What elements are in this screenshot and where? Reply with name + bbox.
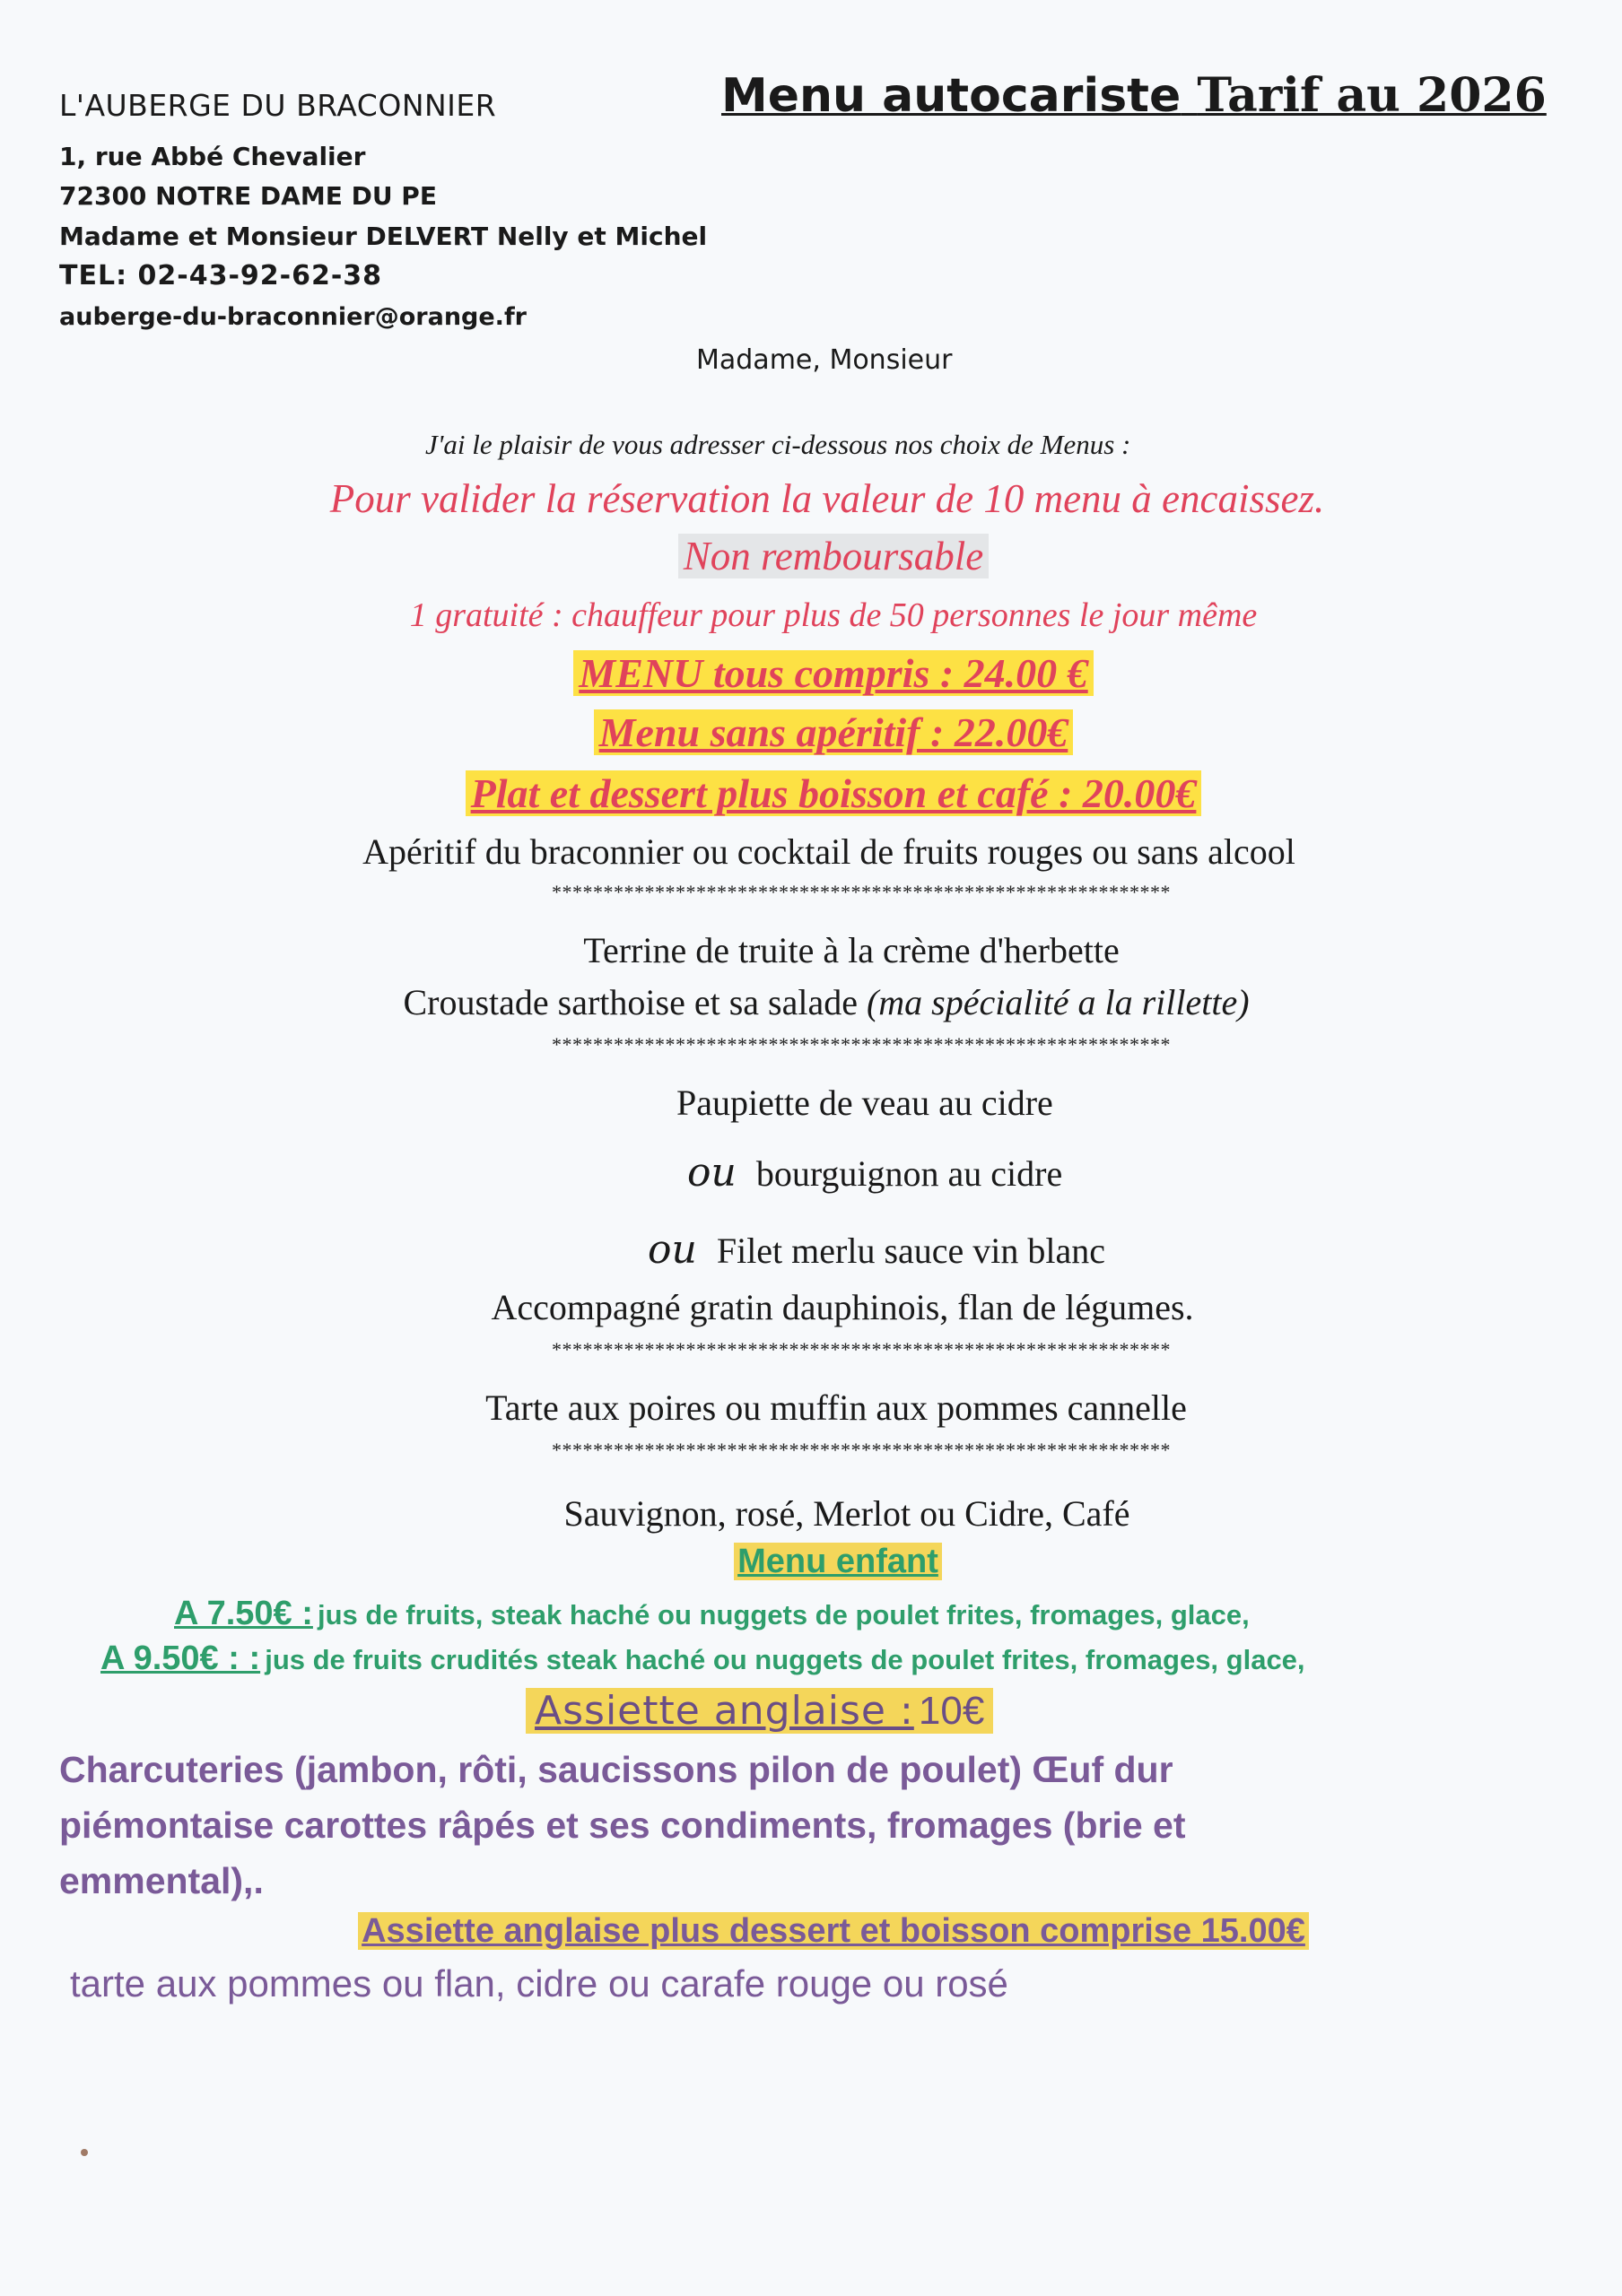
side-dishes: Accompagné gratin dauphinois, flan de légumes. (491, 1287, 1194, 1327)
separator-1: ************************************************************ (552, 881, 1171, 903)
price-menu-all: MENU tous compris : 24.00 € (573, 650, 1093, 696)
or-word-2: ou (648, 1227, 697, 1273)
kids-option-2 (100, 1639, 1305, 1678)
price-no-aperitif: Menu sans apéritif : 22.00€ (594, 709, 1074, 755)
non-refundable-row (0, 533, 1622, 579)
starter-1: Terrine de truite à la crème d'herbette (583, 930, 1120, 970)
main-2: bourguignon au cidre (755, 1153, 1063, 1194)
email-line: auberge-du-braconnier@orange.fr (59, 303, 528, 331)
main-3-row (648, 1227, 1105, 1273)
assiette-desc-1: Charcuteries (jambon, rôti, saucissons pilon de poulet) Œuf dur (59, 1749, 1173, 1790)
address-line-1: 1, rue Abbé Chevalier (59, 142, 366, 171)
dessert-line: Tarte aux poires ou muffin aux pommes cannelle (485, 1387, 1187, 1428)
kids-title: Menu enfant (734, 1543, 942, 1580)
main-3: Filet merlu sauce vin blanc (716, 1231, 1106, 1271)
assiette-title-row (526, 1688, 993, 1734)
price-no-aperitif-row (0, 709, 1622, 756)
kids-price-1: A 7.50€ : (174, 1595, 313, 1632)
separator-2: ************************************************************ (552, 1033, 1171, 1056)
or-word-1: ou (687, 1150, 737, 1196)
kids-desc-1: jus de fruits, steak haché ou nuggets de poulet frites, fromages, glace, (318, 1599, 1250, 1631)
reservation-condition: Pour valider la réservation la valeur de 10 menu à encaissez. (329, 476, 1325, 521)
main-1: Paupiette de veau au cidre (676, 1083, 1053, 1123)
drinks-line: Sauvignon, rosé, Merlot ou Cidre, Café (563, 1493, 1130, 1534)
assiette-plus: Assiette anglaise plus dessert et boisson comprise 15.00€ (358, 1912, 1309, 1950)
separator-4: ************************************************************ (552, 1439, 1171, 1461)
assiette-price: 10€ (918, 1689, 985, 1733)
title-part-1: Menu autocariste (721, 69, 1182, 123)
address-line-2: 72300 NOTRE DAME DU PE (59, 181, 437, 211)
scan-speck (81, 2149, 88, 2156)
kids-desc-2: jus de fruits crudités steak haché ou nuggets de poulet frites, fromages, glace, (265, 1644, 1305, 1675)
greeting: Madame, Monsieur (696, 344, 953, 376)
starter-2: Croustade sarthoise et sa salade (403, 982, 858, 1022)
starter-2-row (0, 981, 1622, 1023)
kids-price-2: A 9.50€ : : (100, 1639, 261, 1677)
assiette-desc-3: emmental),. (59, 1860, 264, 1901)
separator-3: ************************************************************ (552, 1338, 1171, 1361)
kids-title-row (0, 1543, 1622, 1581)
main-2-row (687, 1150, 1062, 1196)
price-plat-dessert: Plat et dessert plus boisson et café : 20.00€ (466, 770, 1202, 816)
assiette-plus-row (0, 1912, 1622, 1951)
intro-text: J'ai le plaisir de vous adresser ci-dessous nos choix de Menus : (425, 429, 1131, 460)
assiette-title: Assiette anglaise : (535, 1688, 914, 1734)
title-part-2: Tarif au 2026 (1197, 68, 1547, 123)
kids-option-1 (174, 1595, 1250, 1633)
assiette-desc-2: piémontaise carottes râpés et ses condiments, fromages (brie et (59, 1805, 1186, 1846)
price-menu-all-row (0, 649, 1622, 697)
non-refundable-text: Non remboursable (678, 534, 990, 578)
phone-line: TEL: 02-43-92-62-38 (59, 260, 383, 291)
starter-2-note: (ma spécialité a la rillette) (866, 982, 1250, 1022)
owners-line: Madame et Monsieur DELVERT Nelly et Michel (59, 222, 708, 251)
free-driver-text: 1 gratuité : chauffeur pour plus de 50 personnes le jour même (409, 596, 1258, 634)
page-title (721, 68, 1547, 123)
assiette-plus-desc: tarte aux pommes ou flan, cidre ou carafe rouge ou rosé (70, 1962, 1008, 2005)
price-plat-dessert-row (0, 770, 1622, 817)
aperitif-line: Apéritif du braconnier ou cocktail de fruits rouges ou sans alcool (362, 831, 1295, 872)
restaurant-name: L'AUBERGE DU BRACONNIER (59, 88, 497, 123)
